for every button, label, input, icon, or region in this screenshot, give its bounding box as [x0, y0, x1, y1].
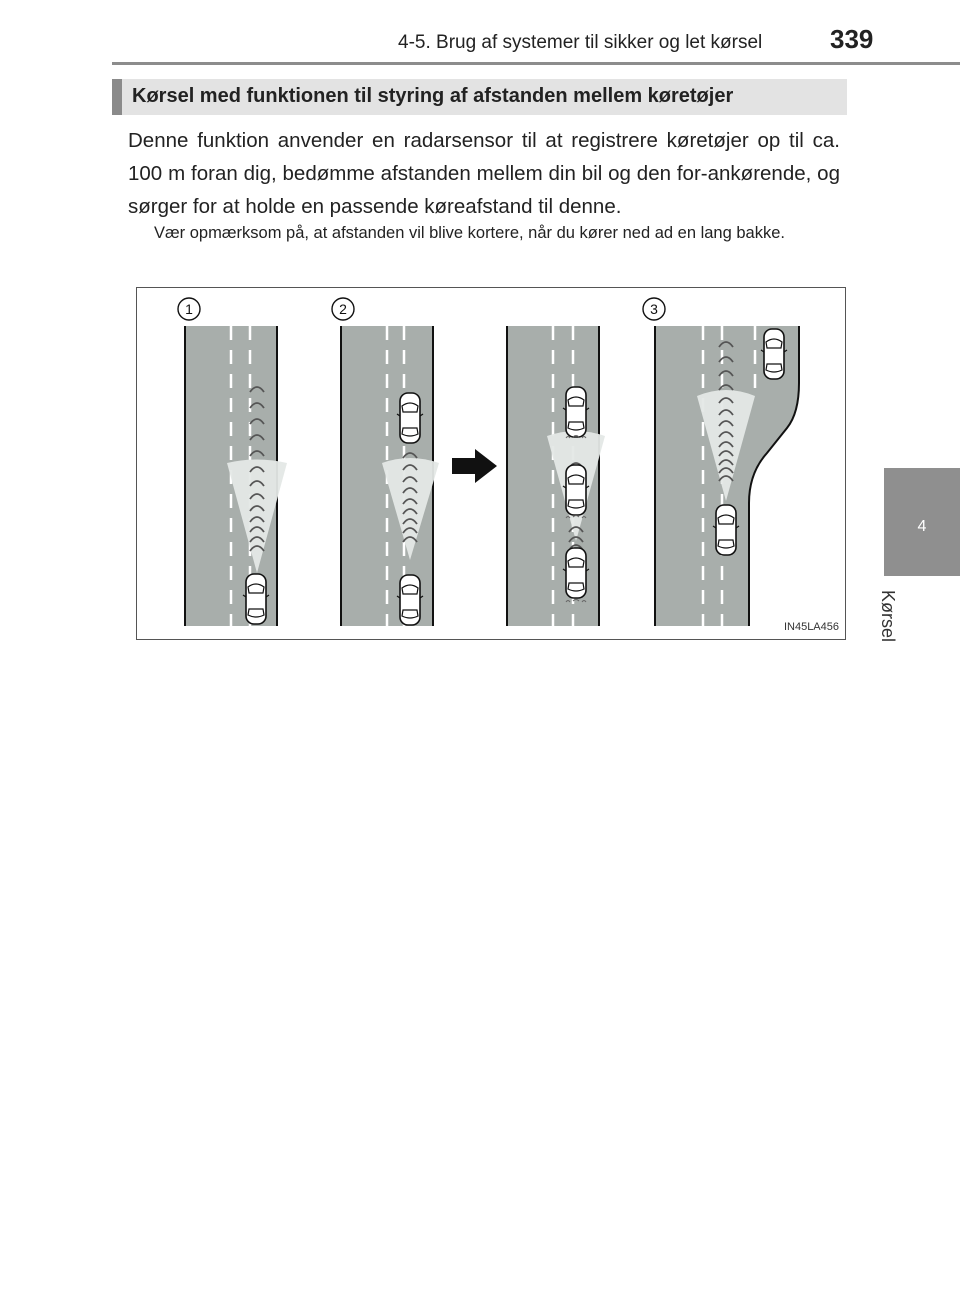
figure-id: IN45LA456	[783, 621, 839, 633]
label-3: 3	[650, 301, 658, 317]
header-rule	[112, 62, 960, 65]
label-2: 2	[339, 301, 347, 317]
illustration-svg	[137, 288, 845, 639]
running-header-section: 4-5. Brug af systemer til sikker og let kørsel	[398, 32, 763, 53]
road-panel-1	[178, 298, 287, 626]
chapter-label	[878, 590, 936, 650]
body-paragraph: Denne funktion anvender en radarsensor til at registrere køretøjer op til ca. 100 m foran dig, bedømme afstanden mellem din bil og den for-ankørende, og sørger for at holde en passende køreafstand til denne.	[128, 129, 840, 218]
road-panel-3a	[507, 326, 605, 626]
chapter-tab	[884, 468, 960, 576]
chapter-label-text: Kørsel	[878, 590, 898, 643]
label-1: 1	[185, 301, 193, 317]
chapter-number: 4	[917, 518, 927, 535]
illustration-figure	[136, 287, 846, 640]
section-heading	[112, 79, 847, 115]
transition-arrow-icon	[452, 449, 497, 483]
section-heading-text: Kørsel med funktionen til styring af afstanden mellem køretøjer	[132, 85, 734, 107]
road-panel-3b	[643, 298, 799, 626]
road-panel-2	[332, 298, 439, 626]
page-number: 339	[830, 24, 874, 54]
note-paragraph: Vær opmærksom på, at afstanden vil blive kortere, når du kører ned ad en lang bakke.	[154, 224, 785, 242]
